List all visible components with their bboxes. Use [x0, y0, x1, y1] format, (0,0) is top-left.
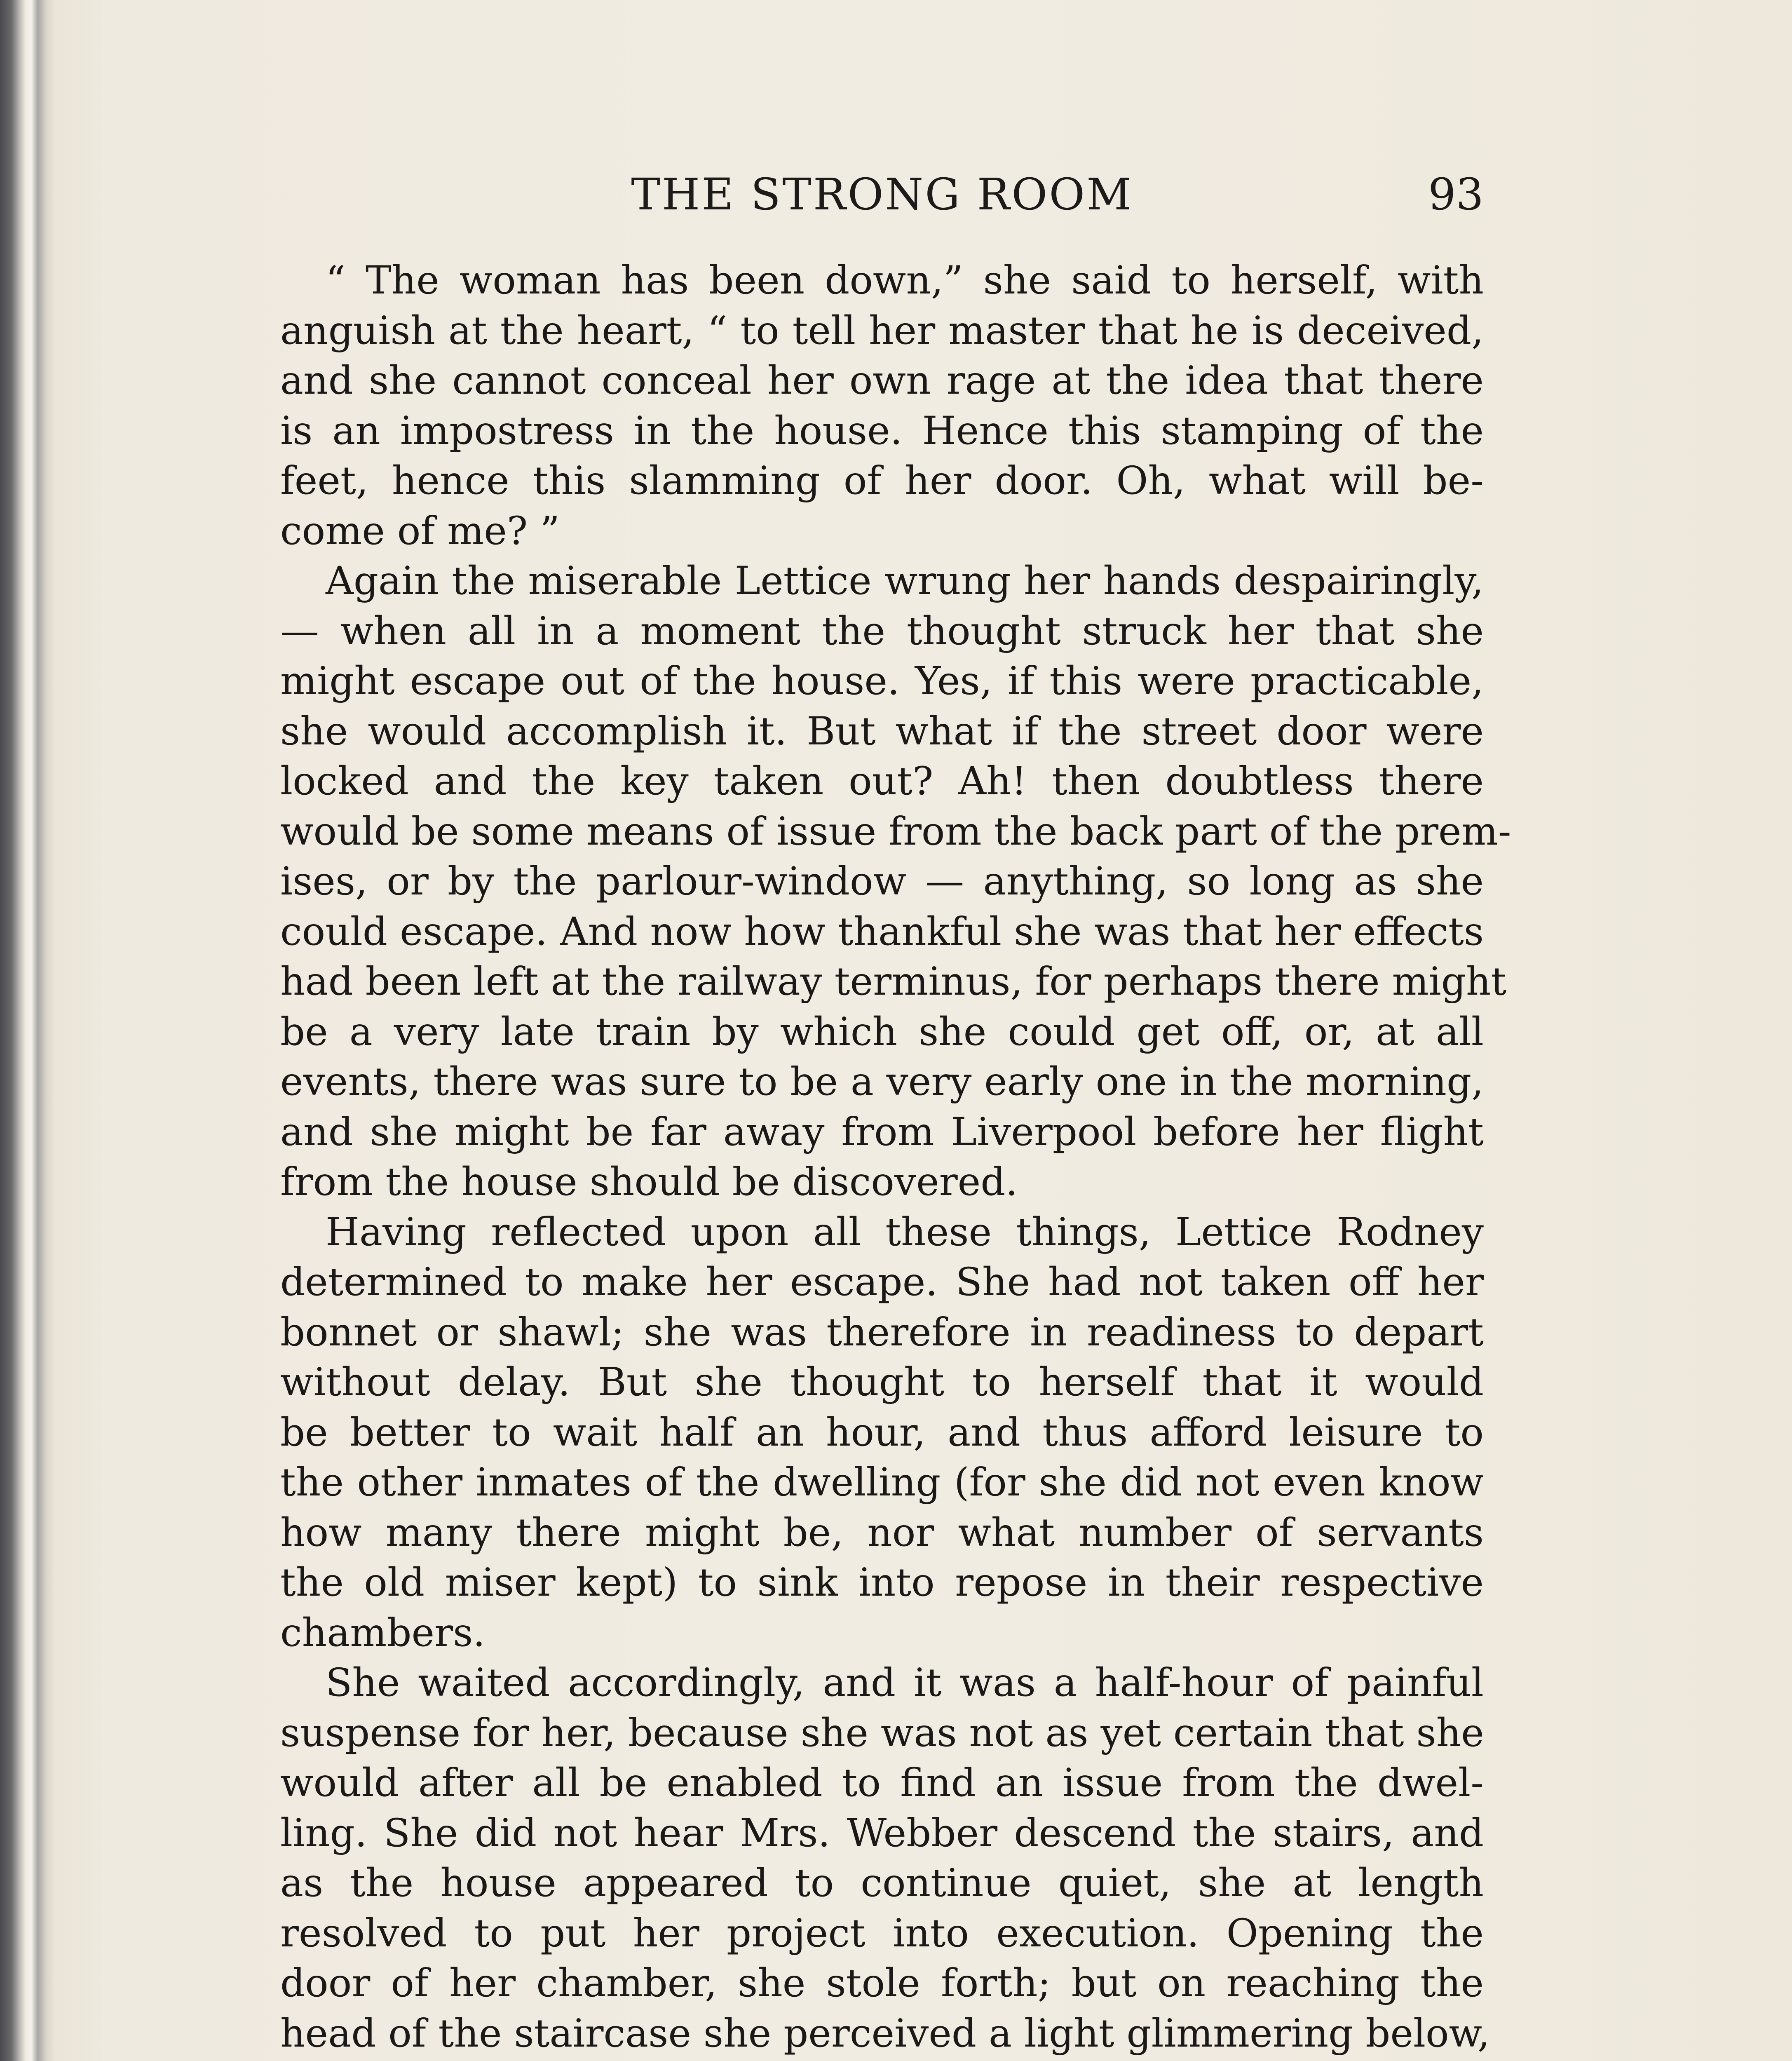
running-head	[280, 162, 1484, 228]
text-line: resolved to put her project into execution. Opening the	[280, 1911, 1484, 1956]
text-line: — when all in a moment the thought struck her that she	[280, 608, 1484, 654]
text-line: the old miser kept) to sink into repose in their respective	[280, 1560, 1484, 1605]
text-line: feet, hence this slamming of her door. Oh, what will be-	[280, 458, 1484, 503]
text-line: locked and the key taken out? Ah! then doubtless there	[280, 759, 1484, 804]
paragraph	[280, 1658, 1490, 2061]
text-line: determined to make her escape. She had not taken off her	[280, 1260, 1484, 1305]
text-line: would after all be enabled to find an issue from the dwel-	[280, 1761, 1484, 1805]
text-line: is an impostress in the house. Hence this stamping of the	[280, 408, 1484, 453]
text-line: and she cannot conceal her own rage at the idea that there	[280, 358, 1484, 403]
text-line: might escape out of the house. Yes, if this were practicable,	[280, 659, 1484, 704]
text-line: could escape. And now how thankful she was that her effects	[280, 909, 1484, 954]
text-line: bonnet or shawl; she was therefore in readiness to depart	[280, 1310, 1484, 1355]
text-line: from the house should be discovered.	[280, 1160, 1018, 1204]
text-line: without delay. But she thought to herself that it would	[280, 1360, 1484, 1405]
text-line: Having reflected upon all these things, Lettice Rodney	[326, 1209, 1484, 1255]
running-title: THE STRONG ROOM	[631, 169, 1133, 220]
text-line: anguish at the heart, “ to tell her master that he is deceived,	[280, 308, 1484, 353]
text-line: events, there was sure to be a very early one in the morning,	[280, 1059, 1484, 1104]
text-line: and she might be far away from Liverpool before her flight	[280, 1109, 1484, 1155]
text-line: head of the staircase she perceived a light glimmering below,	[280, 2011, 1490, 2056]
paragraph	[280, 256, 1484, 556]
text-line: suspense for her, because she was not as yet certain that she	[280, 1710, 1484, 1756]
text-line: “ The woman has been down,” she said to herself, with	[326, 258, 1484, 303]
text-line: how many there might be, nor what number of servants	[280, 1510, 1484, 1555]
text-line: would be some means of issue from the back part of the prem-	[280, 809, 1511, 854]
text-line: come of me? ”	[280, 508, 560, 554]
text-line: had been left at the railway terminus, for perhaps there might	[280, 959, 1507, 1004]
binding-gutter	[0, 0, 54, 2061]
text-line: chambers.	[280, 1610, 486, 1655]
paragraph	[280, 556, 1511, 1207]
text-line: as the house appeared to continue quiet, she at length	[280, 1861, 1484, 1906]
text-line: be better to wait half an hour, and thus afford leisure to	[280, 1410, 1484, 1455]
text-line: the other inmates of the dwelling (for she did not even know	[280, 1460, 1484, 1505]
text-line: ises, or by the parlour-window — anything, so long as she	[280, 859, 1484, 904]
page-number: 93	[1428, 169, 1484, 220]
text-line: she would accomplish it. But what if the street door were	[280, 709, 1484, 754]
text-line: door of her chamber, she stole forth; but on reaching the	[280, 1961, 1484, 2006]
paragraph	[280, 1207, 1484, 1658]
text-line: be a very late train by which she could get off, or, at all	[280, 1009, 1484, 1054]
text-line	[280, 2059, 1484, 2061]
body-text	[280, 256, 1511, 2061]
text-line: Again the miserable Lettice wrung her hands despairingly,	[326, 559, 1484, 603]
text-line: She waited accordingly, and it was a half-hour of painful	[326, 1660, 1484, 1705]
text-line: ling. She did not hear Mrs. Webber descend the stairs, and	[280, 1810, 1484, 1856]
